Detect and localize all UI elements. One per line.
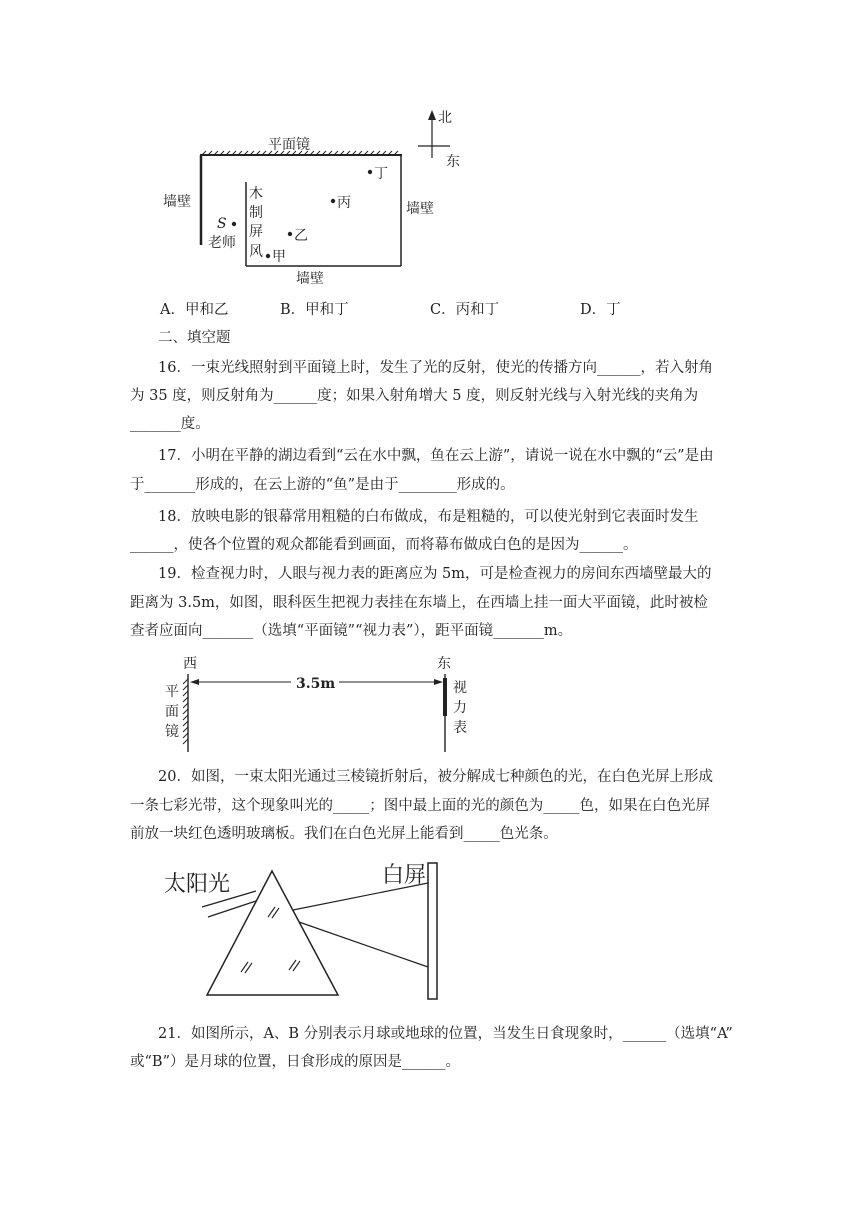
q21-line-1: 21．如图所示，A、B 分别表示月球或地球的位置，当发生日食现象时，______（选填“A” <box>158 1026 733 1042</box>
distance-label: 3.5m <box>296 676 336 692</box>
eye-test-diagram <box>155 648 485 758</box>
screen-char-2: 制 <box>249 205 263 221</box>
west-label: 西 <box>183 656 197 672</box>
arrow-right-icon <box>434 679 443 685</box>
q20-line-2: 一条七彩光带，这个现象叫光的_____；图中最上面的光的颜色为_____色，如果在白色光屏 <box>130 798 710 814</box>
q21-line-2: 或“B”）是月球的位置，日食形成的原因是______。 <box>130 1054 460 1070</box>
q16-line-3: _______度。 <box>130 416 210 432</box>
q16-line-1: 16．一束光线照射到平面镜上时，发生了光的反射，使光的传播方向______，若入射角 <box>158 360 713 376</box>
white-screen-rect <box>428 863 437 999</box>
arrow-left-icon <box>190 679 199 685</box>
option-d: D．丁 <box>580 302 621 318</box>
s-label: S <box>217 216 227 232</box>
q19-line-3: 查者应面向_______（选填“平面镜”“视力表”），距平面镜_______m。 <box>130 623 573 639</box>
mirror-char-3: 镜 <box>165 724 179 740</box>
option-c: C．丙和丁 <box>430 302 500 318</box>
east-label-2: 东 <box>437 656 451 672</box>
q17-line-1: 17．小明在平静的湖边看到“云在水中飘，鱼在云上游”，请说一说在水中飘的“云”是由 <box>158 448 714 464</box>
screen-char-1: 木 <box>249 186 263 202</box>
sunlight-label: 太阳光 <box>164 872 231 897</box>
dispersed-ray-top <box>293 883 428 910</box>
prism-diagram <box>160 855 460 1005</box>
screen-char-4: 风 <box>249 244 263 260</box>
option-b: B．甲和丁 <box>280 302 349 318</box>
chart-char-3: 表 <box>453 720 467 736</box>
wall-bottom-label: 墙壁 <box>296 271 324 287</box>
teacher-label: 老师 <box>208 235 236 251</box>
ding-dot <box>368 170 372 174</box>
q16-line-2: 为 35 度，则反射角为______度；如果入射角增大 5 度，则反射光线与入射光线的夹角为 <box>130 388 699 404</box>
screen-label: 白屏 <box>382 863 427 888</box>
q19-line-1: 19．检查视力时，人眼与视力表的距离应为 5m，可是检查视力的房间东西墙壁最大的 <box>158 566 712 582</box>
q17-line-2: 于_______形成的，在云上游的“鱼”是由于________形成的。 <box>130 477 515 493</box>
mirror-char-1: 平 <box>165 684 179 700</box>
chart-char-1: 视 <box>453 680 467 696</box>
east-label: 东 <box>446 154 460 170</box>
wall-left-label: 墙壁 <box>163 194 191 210</box>
option-a: A．甲和乙 <box>160 302 229 318</box>
teacher-dot <box>232 222 236 226</box>
q20-line-3: 前放一块红色透明玻璃板。我们在白色光屏上能看到_____色光条。 <box>130 826 558 842</box>
yi-label: 乙 <box>294 228 308 244</box>
mirror-char-2: 面 <box>165 704 179 720</box>
yi-dot <box>288 232 292 236</box>
compass-arrow-icon <box>428 110 436 120</box>
bing-dot <box>331 199 335 203</box>
q18-line-2: ______，使各个位置的观众都能看到画面，而将幕布做成白色的是因为______。 <box>130 537 638 553</box>
north-label: 北 <box>438 110 452 126</box>
jia-dot <box>266 254 270 258</box>
chart-char-2: 力 <box>453 700 467 716</box>
section-title: 二、填空题 <box>158 330 231 346</box>
ding-label: 丁 <box>374 166 388 182</box>
mirror-label: 平面镜 <box>268 137 310 153</box>
q19-line-2: 距离为 3.5m，如图，眼科医生把视力表挂在东墙上，在西墙上挂一面大平面镜，此时被检 <box>130 595 708 611</box>
jia-label: 甲 <box>272 249 286 265</box>
room-diagram <box>150 100 470 290</box>
screen-char-3: 屏 <box>249 224 263 240</box>
wall-right-label: 墙壁 <box>406 201 434 217</box>
bing-label: 丙 <box>337 195 351 211</box>
q18-line-1: 18．放映电影的银幕常用粗糙的白布做成，布是粗糙的，可以使光射到它表面时发生 <box>158 509 699 525</box>
dispersed-ray-bottom <box>299 922 428 967</box>
q20-line-1: 20．如图，一束太阳光通过三棱镜折射后，被分解成七种颜色的光，在白色光屏上形成 <box>158 769 713 785</box>
